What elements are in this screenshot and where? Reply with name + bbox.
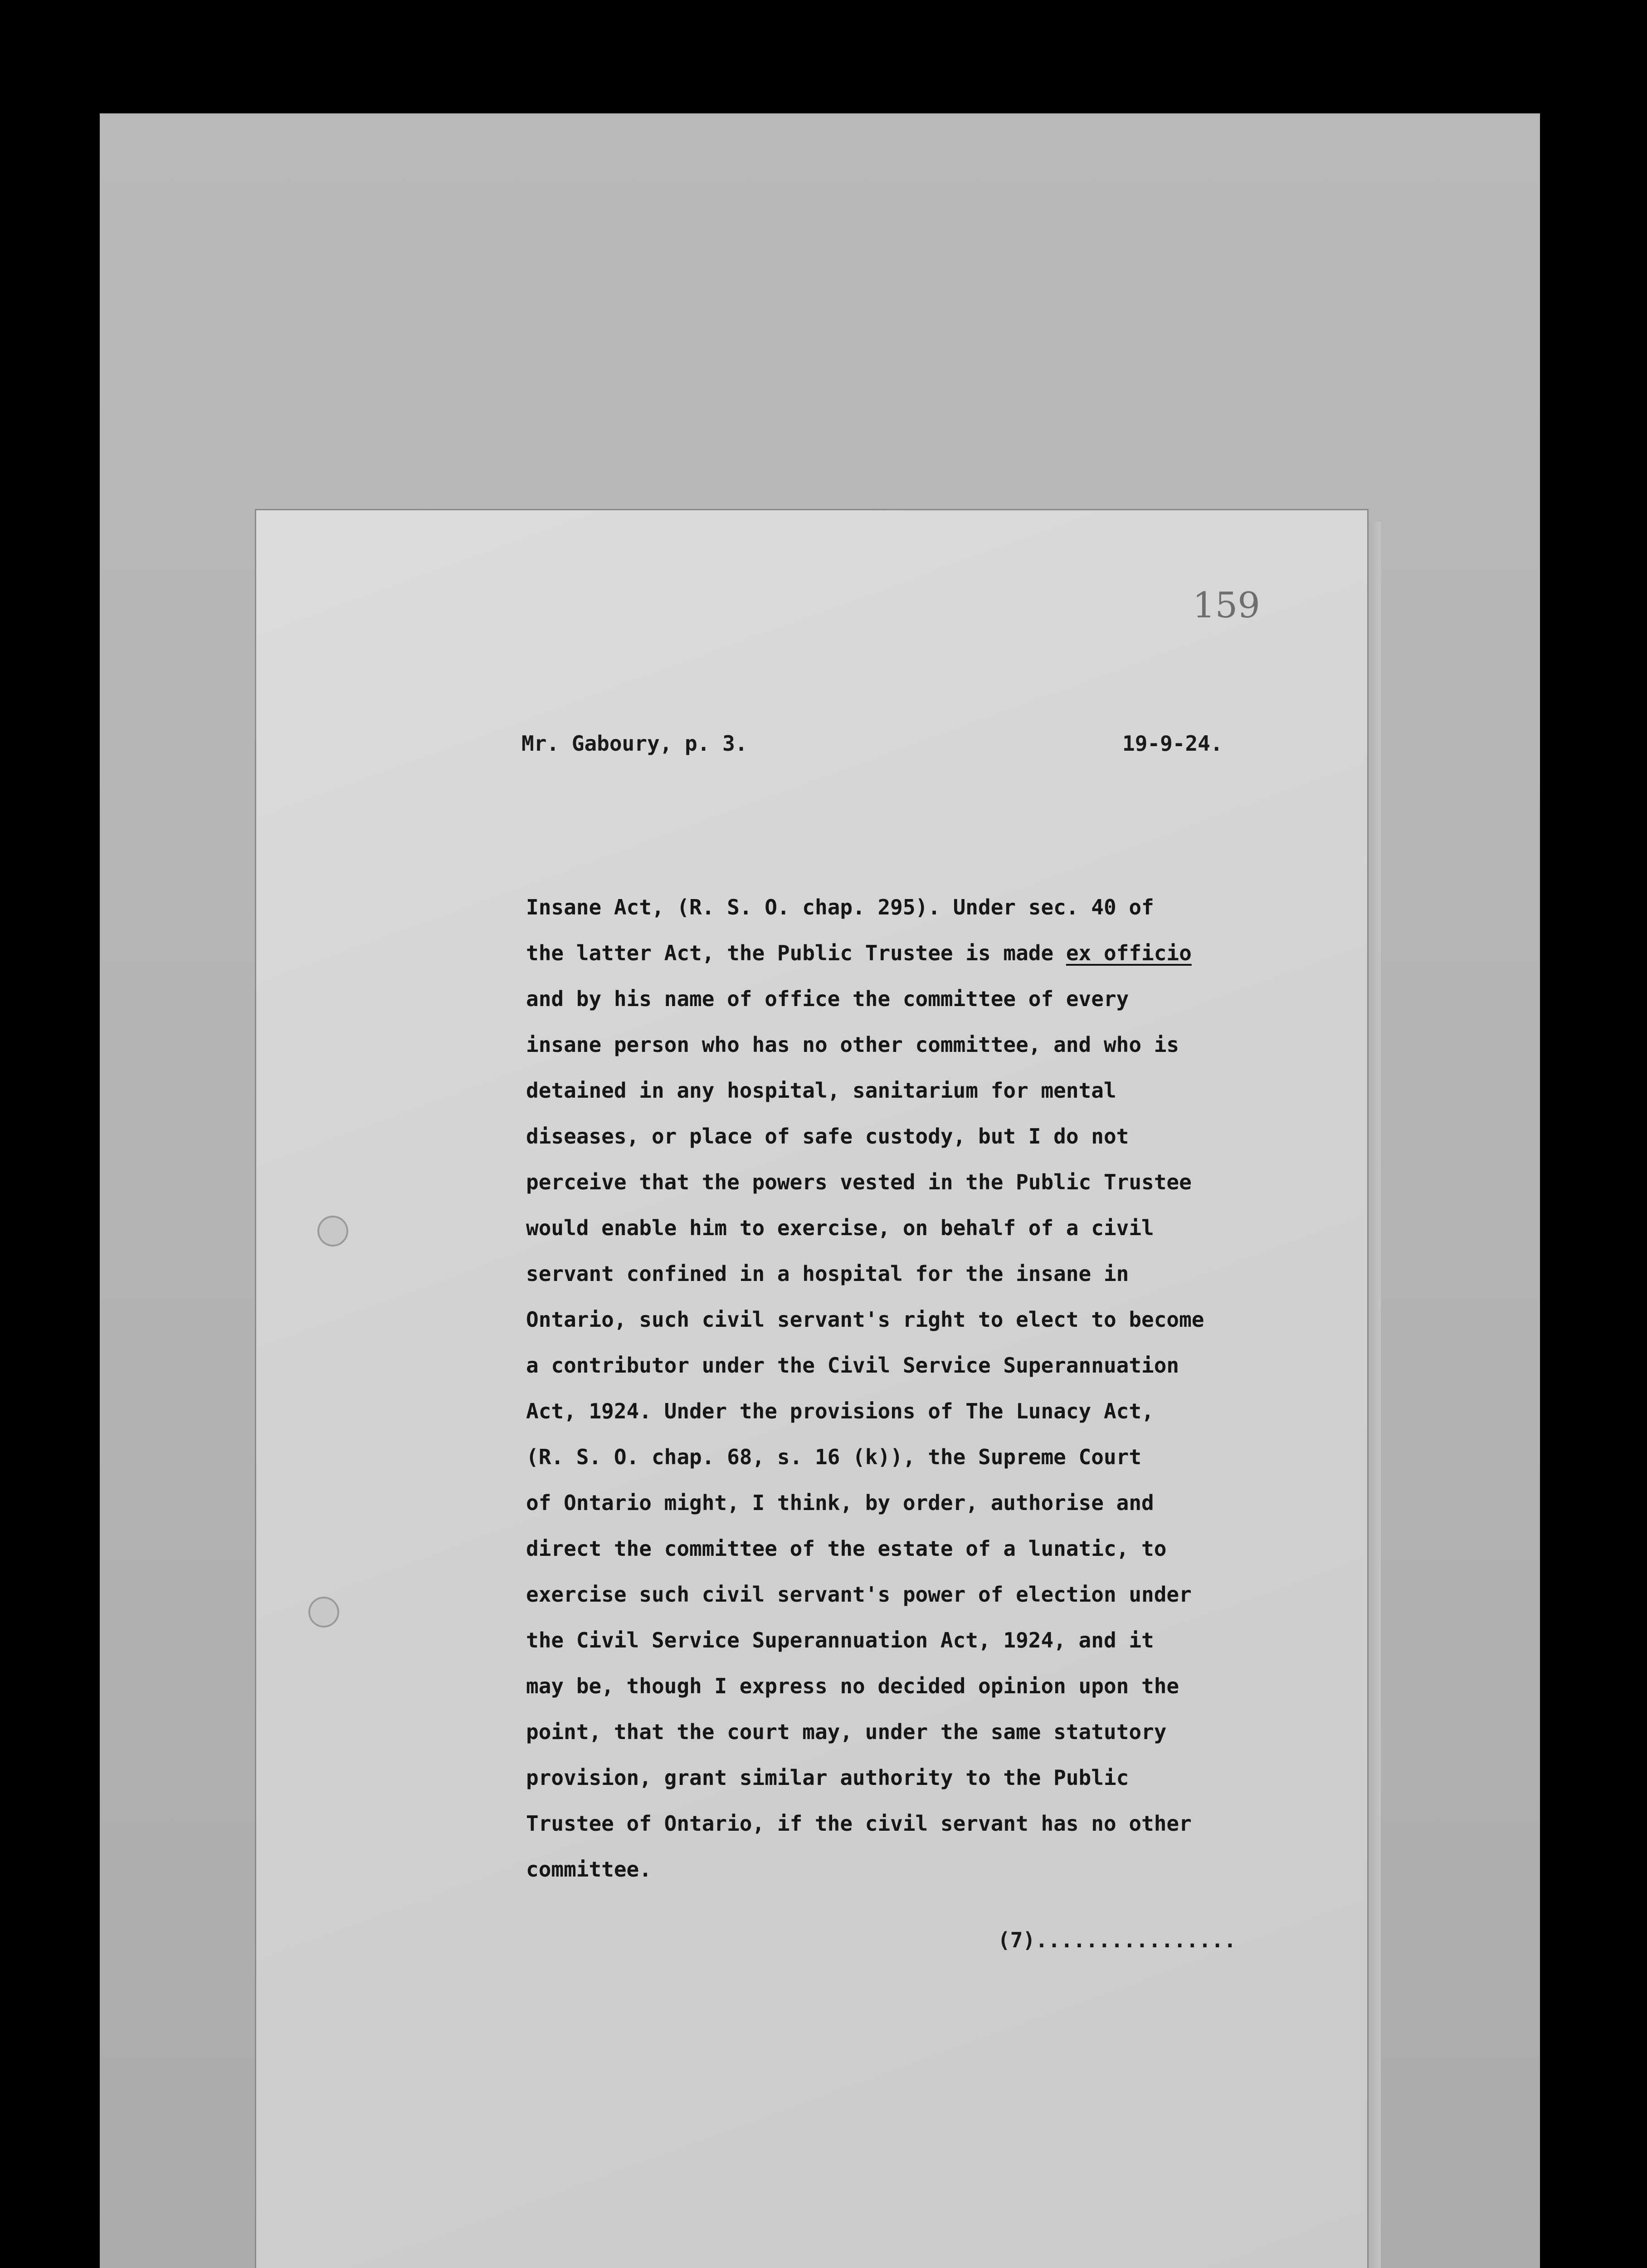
page-number: 159 (1193, 585, 1260, 626)
letter-body (526, 885, 1324, 1892)
body-line-text: may be, though I express no decided opinion upon the (526, 1674, 1179, 1698)
body-line (526, 1297, 1324, 1343)
body-line-text: perceive that the powers vested in the Public Trustee (526, 1170, 1192, 1194)
body-line-text: point, that the court may, under the same statutory (526, 1720, 1167, 1744)
header-date: 19-9-24. (1122, 731, 1223, 756)
body-line (526, 1068, 1324, 1114)
body-line (526, 1801, 1324, 1847)
body-line-text: Insane Act, (R. S. O. chap. 295). Under sec. 40 of (526, 895, 1154, 919)
body-line-text: would enable him to exercise, on behalf of a civil (526, 1216, 1154, 1240)
body-line (526, 1114, 1324, 1159)
body-line (526, 1663, 1324, 1709)
body-line (526, 1251, 1324, 1297)
body-line (526, 1388, 1324, 1434)
header-addressee: Mr. Gaboury, p. 3. (521, 731, 748, 756)
body-line-text: exercise such civil servant's power of election under (526, 1582, 1192, 1607)
body-line-text: the Civil Service Superannuation Act, 1924, and it (526, 1628, 1154, 1652)
body-line (526, 1755, 1324, 1801)
body-line (526, 1572, 1324, 1618)
body-line (526, 930, 1324, 976)
body-line (526, 1022, 1324, 1068)
continuation-marker: (7)................ (998, 1928, 1237, 1952)
punch-hole (317, 1216, 348, 1246)
punch-hole (308, 1597, 339, 1628)
body-line-text: direct the committee of the estate of a lunatic, to (526, 1536, 1167, 1561)
body-line-text: diseases, or place of safe custody, but I do not (526, 1124, 1129, 1149)
body-line (526, 1343, 1324, 1388)
body-line-text: a contributor under the Civil Service Superannuation (526, 1353, 1179, 1378)
body-line-text: committee. (526, 1857, 652, 1882)
underlined-phrase: ex officio (1066, 941, 1192, 965)
body-line (526, 1709, 1324, 1755)
body-line-text: insane person who has no other committee, and who is (526, 1032, 1179, 1057)
body-line (526, 976, 1324, 1022)
body-line (526, 1205, 1324, 1251)
body-line (526, 885, 1324, 930)
body-line (526, 1159, 1324, 1205)
body-line-text: Act, 1924. Under the provisions of The Lunacy Act, (526, 1399, 1154, 1423)
body-line-text: the latter Act, the Public Trustee is made (526, 941, 1066, 965)
body-line (526, 1847, 1324, 1892)
body-line-text: Trustee of Ontario, if the civil servant has no other (526, 1811, 1192, 1836)
body-line-text: provision, grant similar authority to the Public (526, 1765, 1129, 1790)
body-line-text: servant confined in a hospital for the insane in (526, 1261, 1129, 1286)
body-line (526, 1434, 1324, 1480)
body-line-text: and by his name of office the committee of every (526, 987, 1129, 1011)
body-line-text: of Ontario might, I think, by order, authorise and (526, 1491, 1154, 1515)
body-line-text: Ontario, such civil servant's right to elect to become (526, 1307, 1204, 1332)
body-line-text: detained in any hospital, sanitarium for mental (526, 1078, 1116, 1103)
body-line (526, 1480, 1324, 1526)
body-line-text: (R. S. O. chap. 68, s. 16 (k)), the Supreme Court (526, 1445, 1142, 1469)
body-line (526, 1618, 1324, 1663)
body-line (526, 1526, 1324, 1572)
